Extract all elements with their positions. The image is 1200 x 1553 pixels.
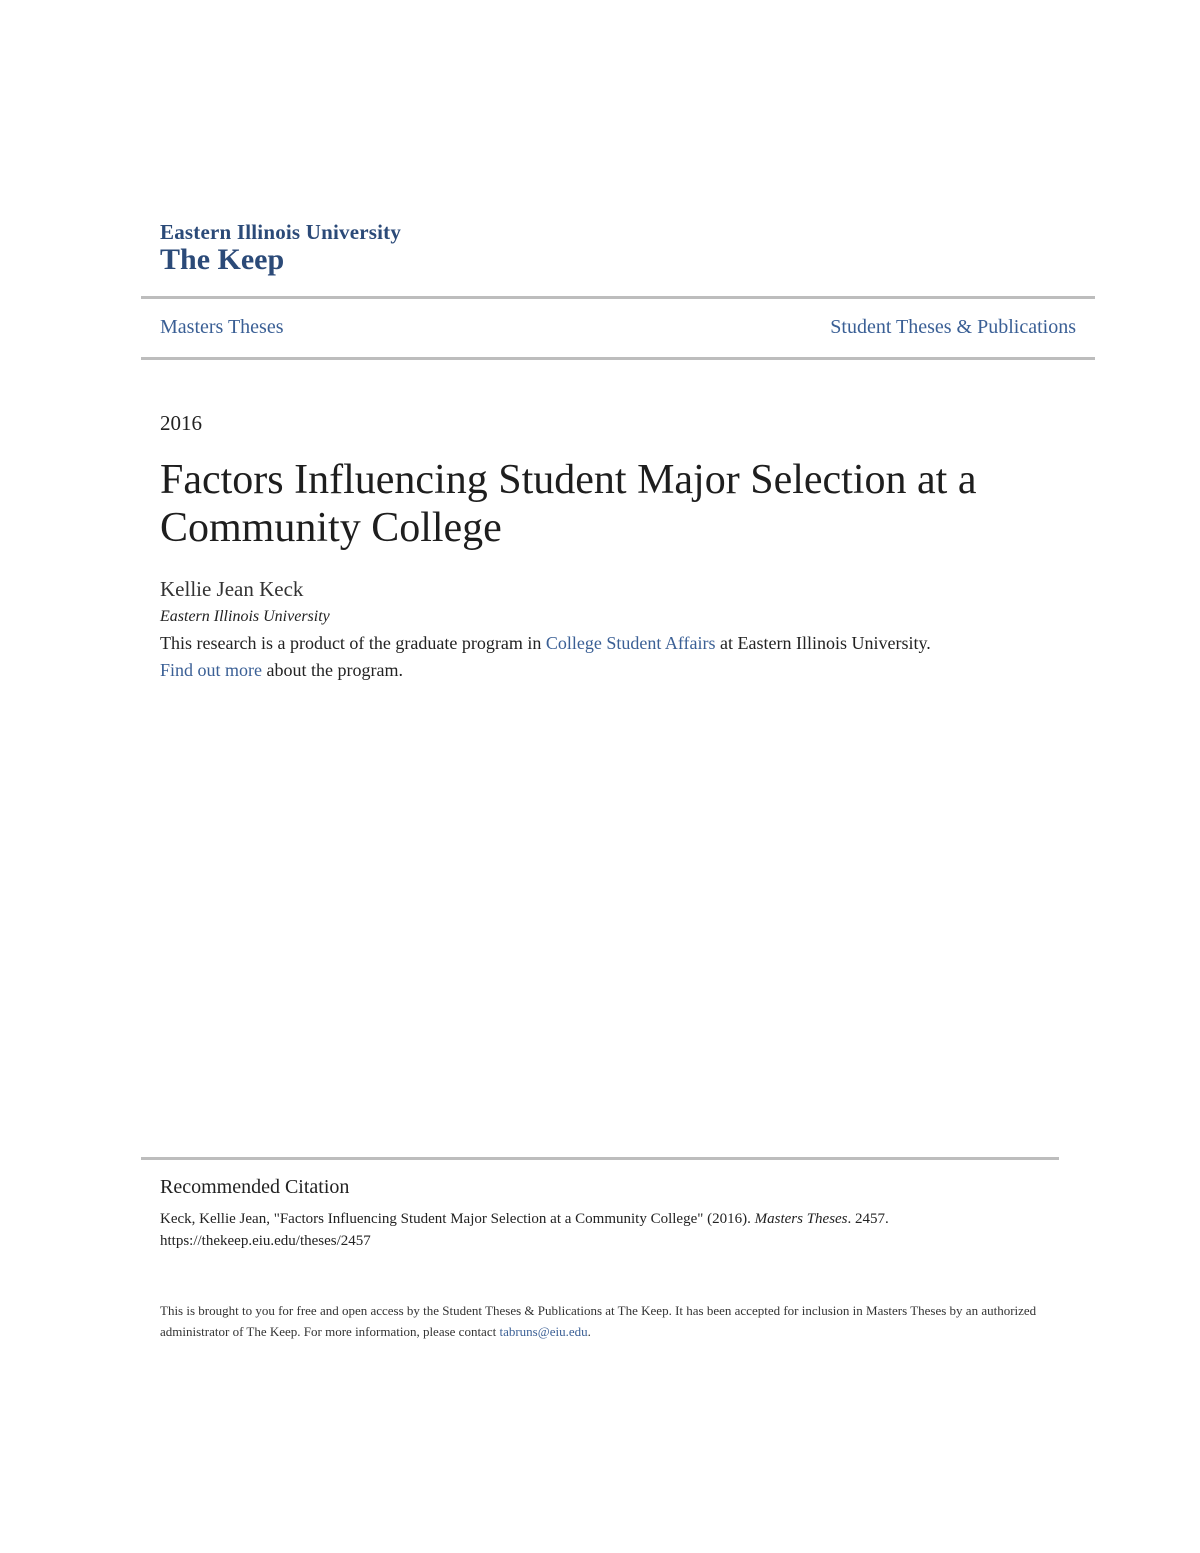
author-name: Kellie Jean Keck <box>160 577 304 601</box>
parent-collection-link[interactable]: Student Theses & Publications <box>830 316 1076 338</box>
thesis-title: Factors Influencing Student Major Selection at a Community College <box>160 457 977 551</box>
citation-text <box>160 1208 1050 1252</box>
program-note-prefix: This research is a product of the graduate program in <box>160 633 546 653</box>
header-divider-top <box>141 296 1095 299</box>
program-note <box>160 630 1060 684</box>
open-access-end: . <box>587 1324 591 1339</box>
citation-text-suffix: . 2457. <box>847 1211 889 1227</box>
author-affiliation: Eastern Illinois University <box>160 608 330 625</box>
institution-name: Eastern Illinois University <box>160 220 402 244</box>
citation-text-prefix: Keck, Kellie Jean, "Factors Influencing Student Major Selection at a Community College" (2016). <box>160 1211 755 1227</box>
program-note-suffix: at Eastern Illinois University. <box>715 633 931 653</box>
open-access-text: This is brought to you for free and open access by the Student Theses & Publications at The Keep. It has been accepted for inclusion in Masters Theses by an authorized administrator of The Keep. For more information, please contact <box>160 1303 1037 1339</box>
open-access-statement <box>160 1300 1040 1342</box>
find-out-more-link[interactable]: Find out more <box>160 660 262 680</box>
collection-link[interactable]: Masters Theses <box>160 316 284 338</box>
publication-year: 2016 <box>160 411 202 435</box>
header-divider-bottom <box>141 357 1095 360</box>
repository-name: The Keep <box>160 243 285 276</box>
program-link[interactable]: College Student Affairs <box>545 633 716 653</box>
citation-heading: Recommended Citation <box>160 1176 350 1198</box>
citation-series: Masters Theses <box>754 1211 848 1227</box>
citation-url: https://thekeep.eiu.edu/theses/2457 <box>160 1233 371 1249</box>
find-out-more-suffix: about the program. <box>262 660 403 680</box>
contact-email-link[interactable]: tabruns@eiu.edu <box>499 1324 588 1339</box>
citation-divider <box>141 1157 1059 1160</box>
